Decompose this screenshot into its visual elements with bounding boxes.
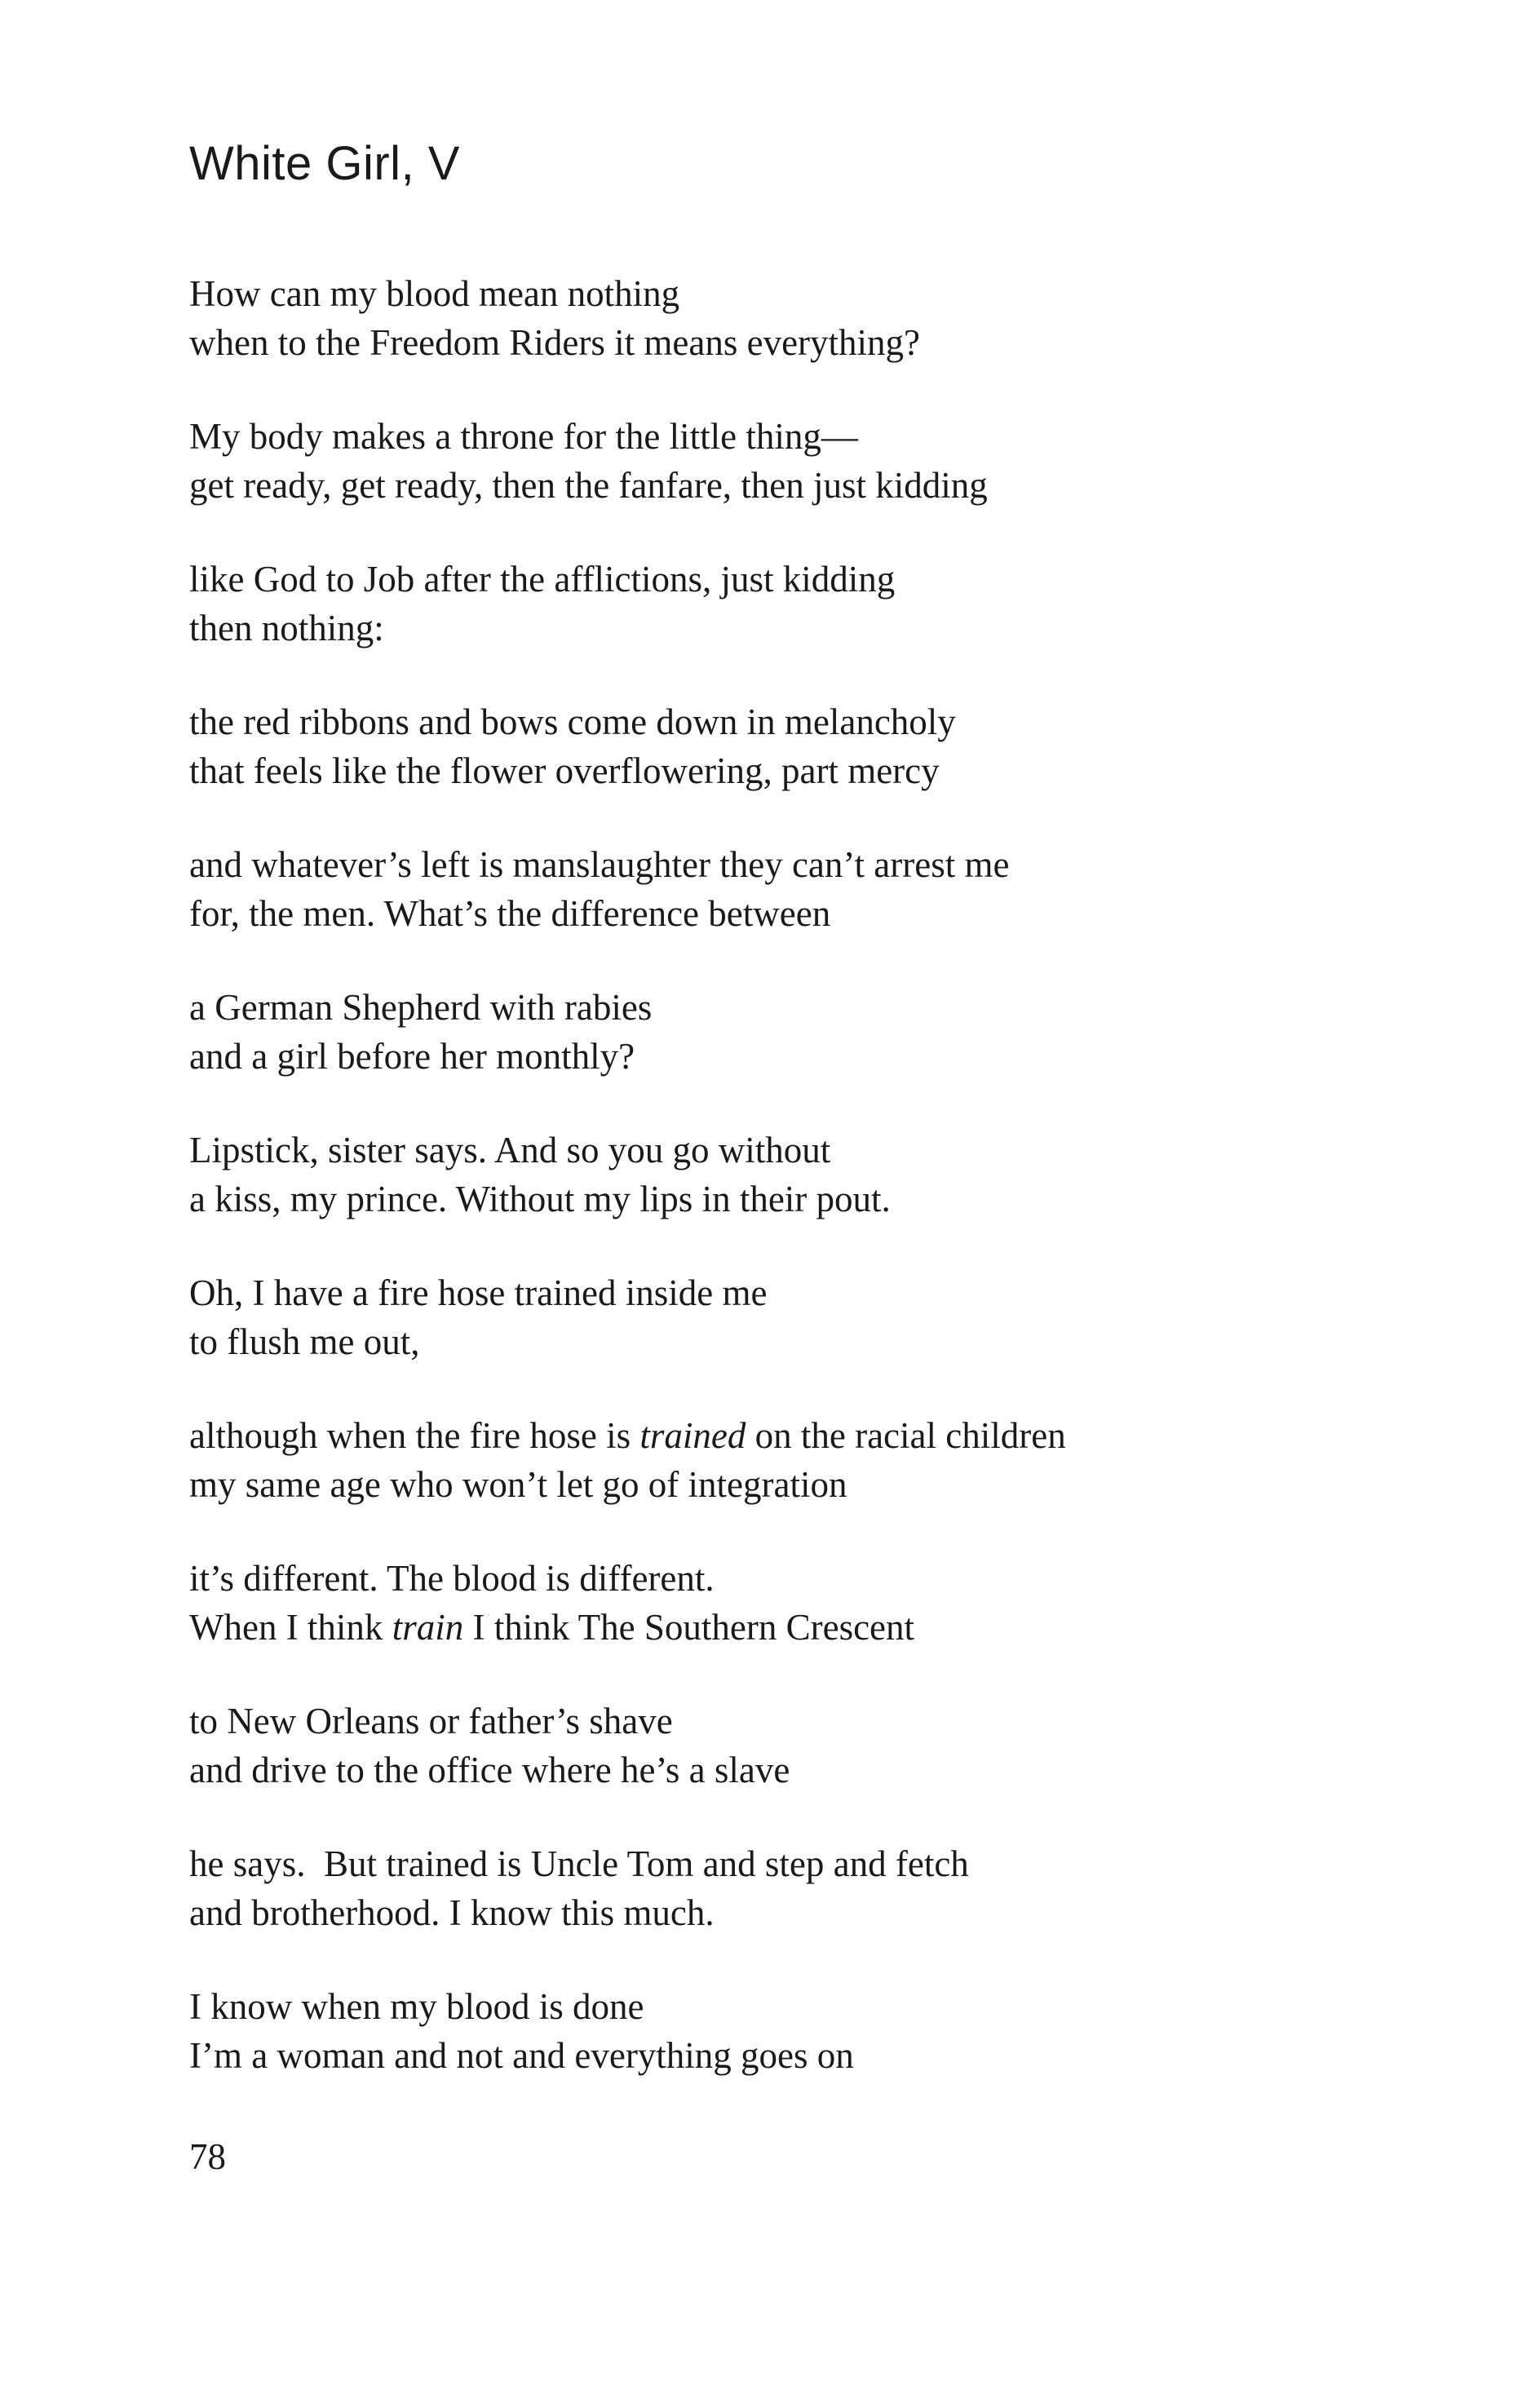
stanza <box>189 1268 1413 1366</box>
line-text: Oh, I have a fire hose trained inside me <box>189 1272 768 1313</box>
poem-line <box>189 697 1413 746</box>
poem-line <box>189 1697 1413 1746</box>
line-text: it’s different. The blood is different. <box>189 1558 715 1599</box>
stanza <box>189 1982 1413 2080</box>
stanza <box>189 1554 1413 1652</box>
stanza <box>189 1126 1413 1224</box>
stanza <box>189 1411 1413 1509</box>
line-text: for, the men. What’s the difference between <box>189 893 831 934</box>
poem-line <box>189 412 1413 461</box>
line-text: When I think <box>189 1607 392 1648</box>
poem-title: White Girl, V <box>189 137 460 190</box>
poem-line <box>189 269 1413 318</box>
line-text: although when the fire hose is <box>189 1415 640 1456</box>
poem-line <box>189 1126 1413 1175</box>
line-text: a kiss, my prince. Without my lips in their pout. <box>189 1179 891 1219</box>
poem-line <box>189 1175 1413 1224</box>
italic-word: trained <box>639 1415 746 1456</box>
poem-line <box>189 461 1413 510</box>
line-text: and whatever’s left is manslaughter they can’t arrest me <box>189 844 1010 885</box>
poem-line <box>189 889 1413 938</box>
poem-line <box>189 983 1413 1032</box>
poem-line <box>189 1411 1413 1460</box>
stanza <box>189 840 1413 938</box>
stanza <box>189 412 1413 510</box>
poem-line <box>189 840 1413 889</box>
stanza <box>189 1697 1413 1794</box>
poem-line <box>189 1982 1413 2031</box>
line-text: when to the Freedom Riders it means everything? <box>189 322 921 363</box>
poem-line <box>189 1839 1413 1888</box>
line-text: and brotherhood. I know this much. <box>189 1892 715 1933</box>
line-text: then nothing: <box>189 608 384 648</box>
line-text: a German Shepherd with rabies <box>189 987 653 1028</box>
poem-line <box>189 1603 1413 1652</box>
line-text: to flush me out, <box>189 1321 420 1362</box>
stanza <box>189 697 1413 795</box>
poem-line <box>189 1746 1413 1794</box>
line-text: like God to Job after the afflictions, just kidding <box>189 559 896 600</box>
stanza <box>189 269 1413 367</box>
line-text: My body makes a throne for the little thing— <box>189 416 858 457</box>
poem-line <box>189 1888 1413 1937</box>
line-text: and a girl before her monthly? <box>189 1036 635 1077</box>
line-text: I think The Southern Crescent <box>463 1607 915 1648</box>
stanza <box>189 983 1413 1081</box>
poem-line <box>189 318 1413 367</box>
poem-line <box>189 1268 1413 1317</box>
line-text: and drive to the office where he’s a slave <box>189 1750 790 1790</box>
line-text: he says. But trained is Uncle Tom and step and fetch <box>189 1843 969 1884</box>
poem-body <box>189 269 1413 2125</box>
poem-line <box>189 1032 1413 1081</box>
line-text: the red ribbons and bows come down in melancholy <box>189 701 956 742</box>
poem-line <box>189 1317 1413 1366</box>
poem-line <box>189 1554 1413 1603</box>
poem-line <box>189 604 1413 653</box>
page-number: 78 <box>189 2136 226 2177</box>
poem-line <box>189 746 1413 795</box>
poem-line <box>189 1460 1413 1509</box>
poem-line <box>189 2031 1413 2080</box>
italic-word: train <box>392 1607 464 1648</box>
line-text: Lipstick, sister says. And so you go without <box>189 1130 831 1170</box>
line-text: I know when my blood is done <box>189 1986 644 2027</box>
line-text: get ready, get ready, then the fanfare, then just kidding <box>189 465 988 506</box>
stanza <box>189 1839 1413 1937</box>
poem-line <box>189 555 1413 604</box>
line-text: that feels like the flower overflowering, part mercy <box>189 750 940 791</box>
line-text: How can my blood mean nothing <box>189 273 680 314</box>
line-text: to New Orleans or father’s shave <box>189 1701 673 1741</box>
line-text: I’m a woman and not and everything goes on <box>189 2035 854 2076</box>
stanza <box>189 555 1413 653</box>
line-text: on the racial children <box>746 1415 1066 1456</box>
line-text: my same age who won’t let go of integration <box>189 1464 847 1505</box>
